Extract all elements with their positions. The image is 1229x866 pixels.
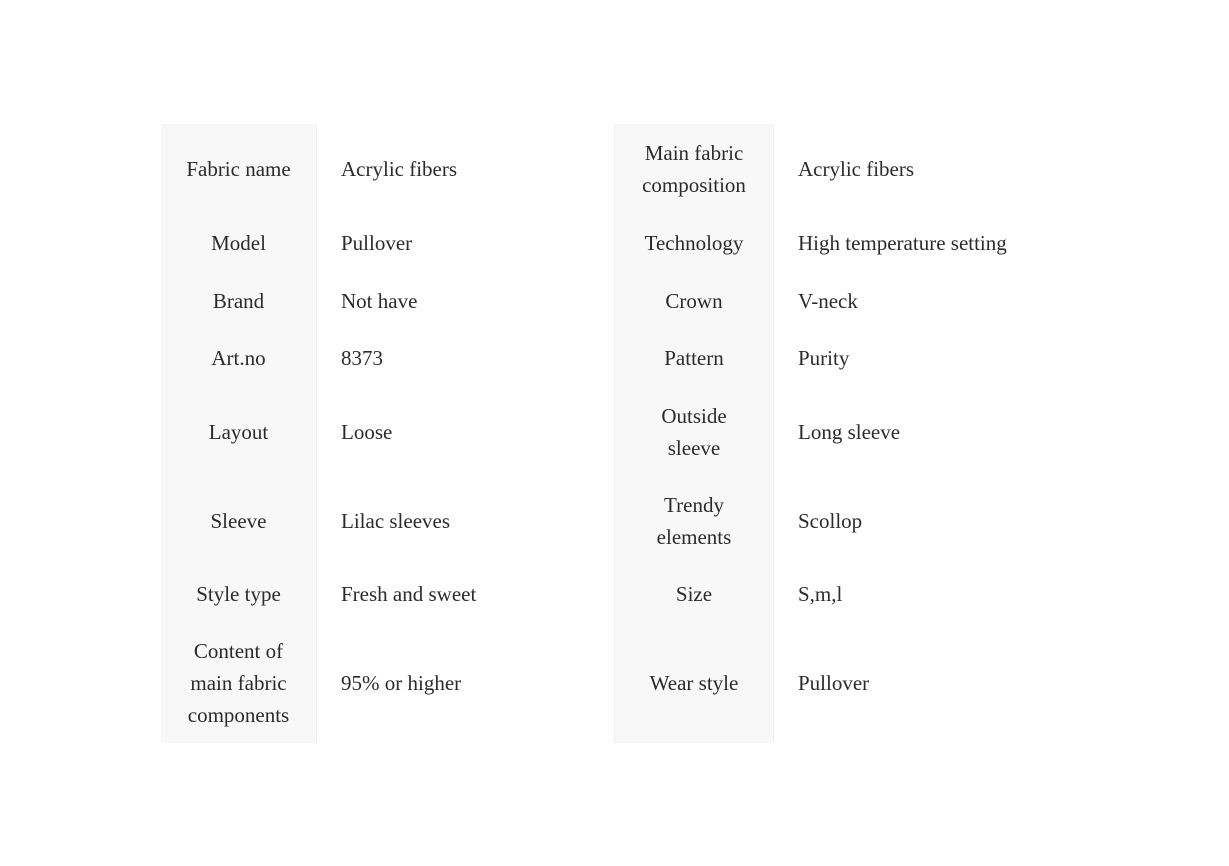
spec-value: Not have xyxy=(317,272,615,329)
table-row xyxy=(161,272,1078,329)
spec-label: Wear style xyxy=(615,623,774,743)
spec-table-body xyxy=(161,124,1078,743)
spec-label: Content of main fabric components xyxy=(161,623,317,743)
spec-value: Acrylic fibers xyxy=(317,124,615,214)
spec-value: Pullover xyxy=(317,214,615,272)
table-row xyxy=(161,329,1078,387)
table-row xyxy=(161,214,1078,272)
spec-label: Fabric name xyxy=(161,124,317,214)
spec-label: Model xyxy=(161,214,317,272)
spec-label: Brand xyxy=(161,272,317,329)
product-spec-table xyxy=(161,124,1078,743)
spec-label: Main fabric composition xyxy=(615,124,774,214)
spec-value: High temperature setting xyxy=(774,214,1079,272)
spec-value: Lilac sleeves xyxy=(317,476,615,565)
spec-label: Technology xyxy=(615,214,774,272)
spec-label: Sleeve xyxy=(161,476,317,565)
spec-value: Acrylic fibers xyxy=(774,124,1079,214)
table-row xyxy=(161,623,1078,743)
spec-label: Trendy elements xyxy=(615,476,774,565)
spec-value: Scollop xyxy=(774,476,1079,565)
spec-value: Pullover xyxy=(774,623,1079,743)
table-row xyxy=(161,124,1078,214)
spec-value: V-neck xyxy=(774,272,1079,329)
spec-label: Crown xyxy=(615,272,774,329)
spec-label: Art.no xyxy=(161,329,317,387)
table-row xyxy=(161,387,1078,476)
spec-value: 95% or higher xyxy=(317,623,615,743)
spec-value: S,m,l xyxy=(774,565,1079,623)
spec-value: Purity xyxy=(774,329,1079,387)
table-row xyxy=(161,476,1078,565)
spec-value: Loose xyxy=(317,387,615,476)
spec-label: Size xyxy=(615,565,774,623)
spec-value: Fresh and sweet xyxy=(317,565,615,623)
table-row xyxy=(161,565,1078,623)
spec-value: Long sleeve xyxy=(774,387,1079,476)
spec-label: Style type xyxy=(161,565,317,623)
spec-label: Outside sleeve xyxy=(615,387,774,476)
spec-label: Layout xyxy=(161,387,317,476)
spec-label: Pattern xyxy=(615,329,774,387)
spec-value: 8373 xyxy=(317,329,615,387)
